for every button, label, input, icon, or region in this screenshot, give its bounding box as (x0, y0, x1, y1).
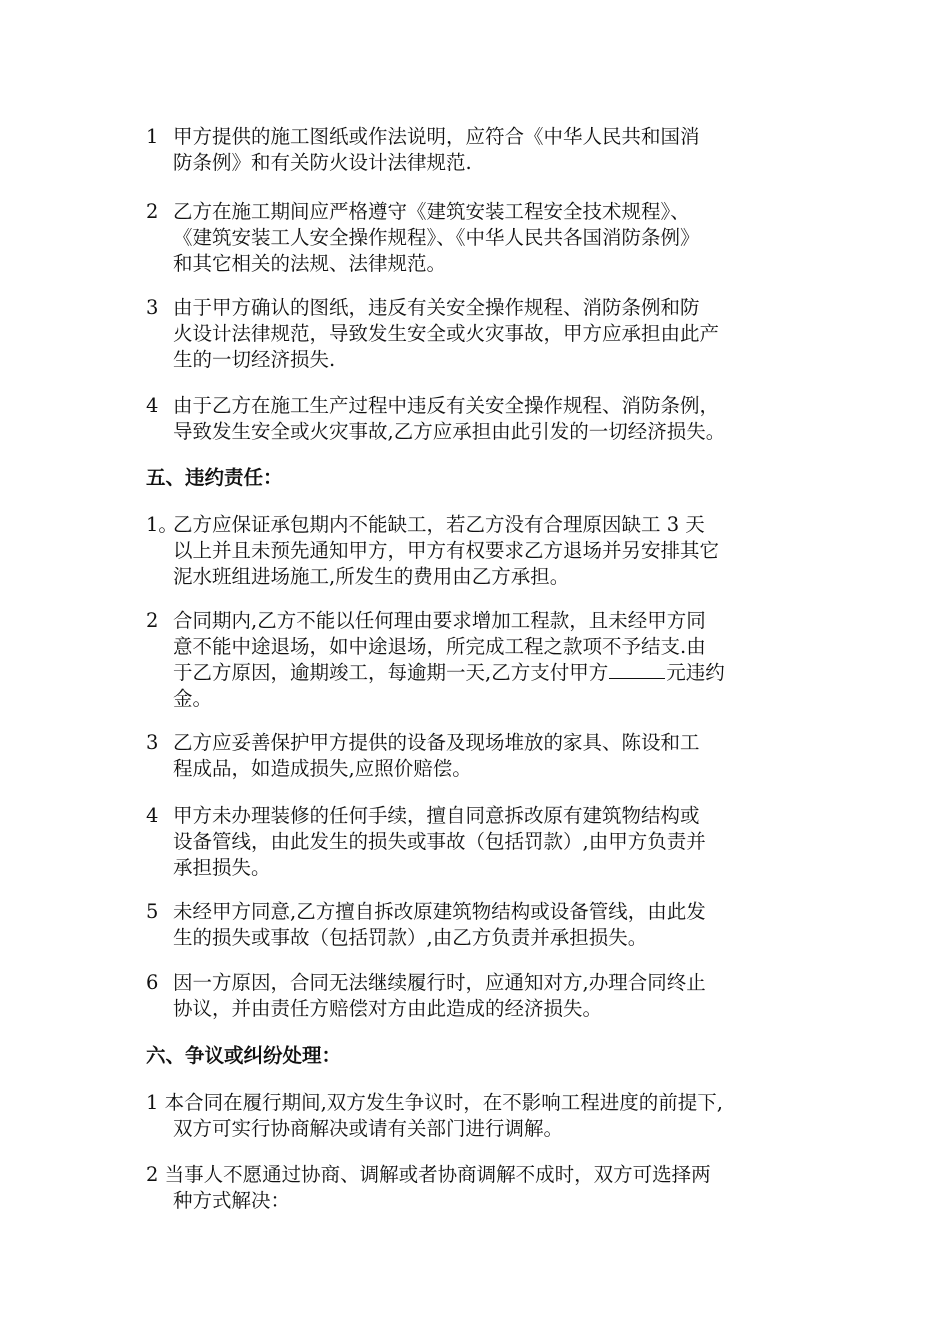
clause-text-line: 设备管线，由此发生的损失或事故（包括罚款）,由甲方负责并 (173, 830, 706, 853)
clause-4-3 (146, 295, 816, 373)
clause-number: 3 (146, 296, 159, 319)
clause-text-line: 防条例》和有关防火设计法律规范. (173, 151, 472, 174)
clause-number: 5 (146, 900, 159, 923)
clause-text-line: 种方式解决： (173, 1189, 291, 1212)
clause-text-line: 甲方未办理装修的任何手续，擅自同意拆改原有建筑物结构或 (173, 804, 700, 827)
clause-4-4 (146, 393, 816, 445)
clause-text-line: 程成品，如造成损失,应照价赔偿。 (173, 757, 472, 780)
clause-5-3 (146, 730, 816, 782)
clause-text-fragment: 于乙方原因，逾期竣工，每逾期一天,乙方支付甲方 (173, 661, 609, 684)
clause-text-line: 合同期内,乙方不能以任何理由要求增加工程款，且未经甲方同 (173, 609, 706, 632)
clause-text-line-with-blank (146, 660, 816, 686)
clause-text-line: 泥水班组进场施工,所发生的费用由乙方承担。 (173, 565, 570, 588)
clause-4-2 (146, 199, 816, 277)
clause-text-line: 乙方在施工期间应严格遵守《建筑安装工程安全技术规程》、 (173, 200, 690, 223)
clause-text-line: 1 本合同在履行期间,双方发生争议时，在不影响工程进度的前提下, (146, 1091, 724, 1114)
clause-text-line: 因一方原因，合同无法继续履行时，应通知对方,办理合同终止 (173, 971, 706, 994)
section-6-heading: 六、争议或纠纷处理： (146, 1044, 342, 1067)
clause-text-line: 金。 (173, 687, 213, 710)
clause-text-line: 协议，并由责任方赔偿对方由此造成的经济损失。 (173, 997, 603, 1020)
clause-number: 1 (146, 125, 159, 148)
clause-number: 2 (146, 200, 159, 223)
clause-number: 3 (146, 731, 159, 754)
clause-text-line: 乙方应妥善保护甲方提供的设备及现场堆放的家具、陈设和工 (173, 731, 700, 754)
clause-5-1 (146, 512, 816, 590)
clause-6-1 (146, 1090, 816, 1142)
clause-text-line: 双方可实行协商解决或请有关部门进行调解。 (173, 1117, 564, 1140)
clause-text-fragment: 元违约 (666, 661, 725, 684)
clause-text-line: 生的一切经济损失. (173, 348, 336, 371)
clause-text-line: 由于乙方在施工生产过程中违反有关安全操作规程、消防条例， (173, 394, 720, 417)
clause-text-line: 和其它相关的法规、法律规范。 (173, 252, 447, 275)
clause-5-5 (146, 899, 816, 951)
clause-text-line: 以上并且未预先通知甲方，甲方有权要求乙方退场并另安排其它 (173, 539, 720, 562)
clause-text-line: 火设计法律规范，导致发生安全或火灾事故，甲方应承担由此产 (173, 322, 720, 345)
clause-text-line: 导致发生安全或火灾事故,乙方应承担由此引发的一切经济损失。 (173, 420, 726, 443)
clause-number: 1。 (146, 513, 178, 536)
clause-text-line: 由于甲方确认的图纸，违反有关安全操作规程、消防条例和防 (173, 296, 700, 319)
penalty-amount-blank (609, 660, 665, 679)
clause-text-line: 承担损失。 (173, 856, 271, 879)
clause-text-line: 甲方提供的施工图纸或作法说明，应符合《中华人民共和国消 (173, 125, 700, 148)
clause-text-line: 未经甲方同意,乙方擅自拆改原建筑物结构或设备管线，由此发 (173, 900, 706, 923)
clause-text-line: 2 当事人不愿通过协商、调解或者协商调解不成时，双方可选择两 (146, 1163, 711, 1186)
clause-text-line: 意不能中途退场，如中途退场，所完成工程之款项不予结支.由 (173, 635, 706, 658)
clause-text-line: 《建筑安装工人安全操作规程》、《中华人民共各国消防条例》 (173, 226, 700, 249)
clause-number: 4 (146, 804, 159, 827)
clause-4-1 (146, 124, 816, 176)
clause-number: 6 (146, 971, 159, 994)
clause-text-line: 生的损失或事故（包括罚款）,由乙方负责并承担损失。 (173, 926, 648, 949)
section-5-heading: 五、违约责任： (146, 466, 283, 489)
clause-number: 4 (146, 394, 159, 417)
clause-6-2 (146, 1162, 816, 1214)
clause-5-2 (146, 608, 816, 712)
clause-text-line: 乙方应保证承包期内不能缺工，若乙方没有合理原因缺工 3 天 (173, 513, 705, 536)
clause-number: 2 (146, 609, 159, 632)
clause-5-6 (146, 970, 816, 1022)
clause-5-4 (146, 803, 816, 881)
